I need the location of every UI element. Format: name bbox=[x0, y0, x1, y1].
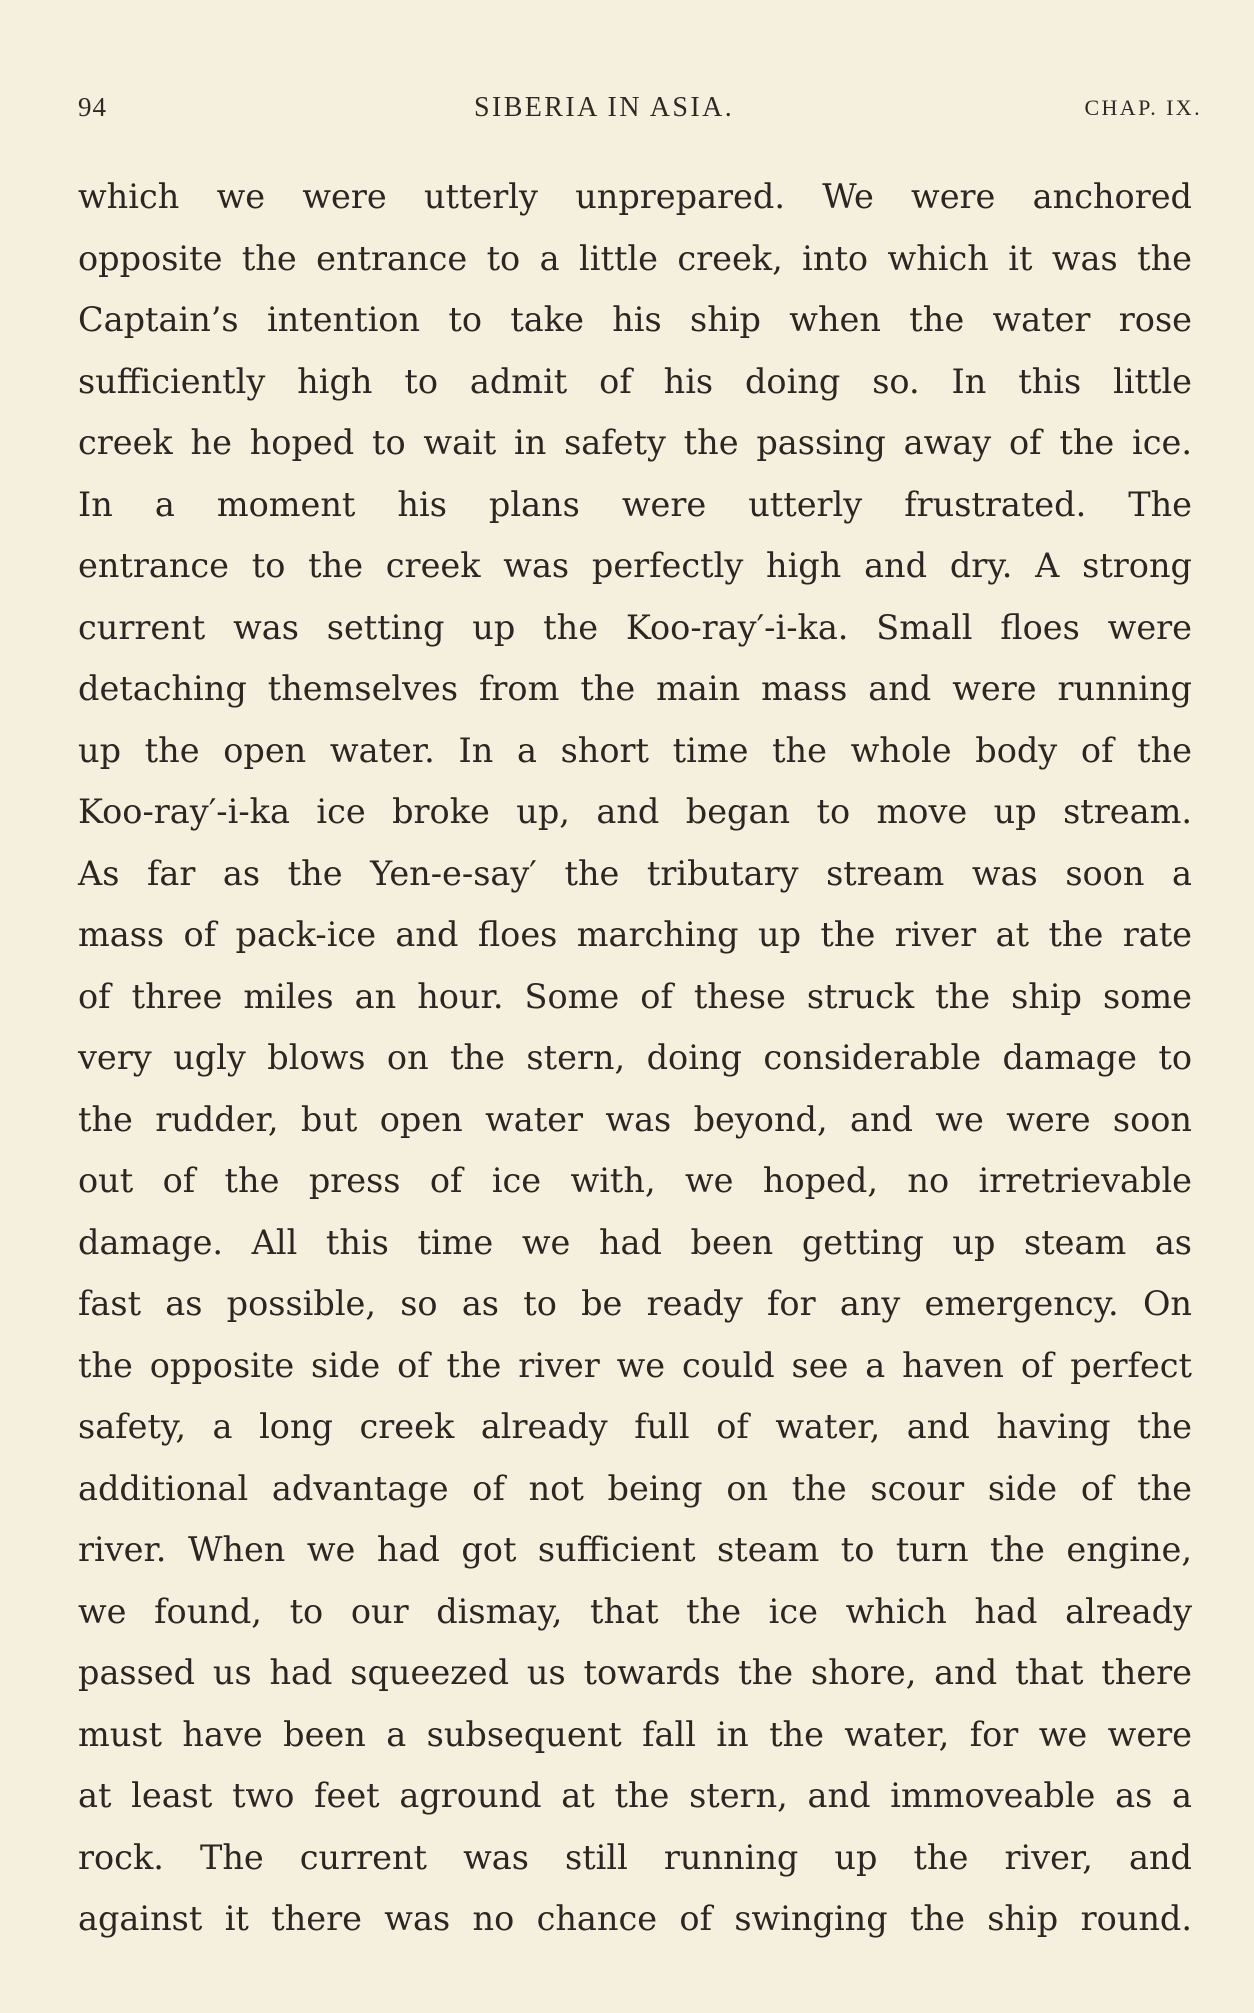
text-line: safety, a long creek already full of water, and having the bbox=[78, 1407, 1192, 1446]
text-line: creek he hoped to wait in safety the passing away of the ice. bbox=[78, 423, 1192, 462]
text-line: up the open water. In a short time the whole body of the bbox=[78, 730, 1192, 770]
text-line: must have been a subsequent fall in the water, for we were bbox=[78, 1714, 1192, 1754]
text-line: the opposite side of the river we could see a haven of perfect bbox=[78, 1345, 1192, 1385]
text-line: rock. The current was still running up the river, and bbox=[78, 1837, 1192, 1877]
text-line: very ugly blows on the stern, doing considerable damage to bbox=[78, 1038, 1192, 1077]
running-title: SIBERIA IN ASIA. bbox=[474, 92, 735, 123]
text-line: out of the press of ice with, we hoped, no irretrievable bbox=[78, 1161, 1192, 1200]
body-text bbox=[78, 166, 1192, 1950]
text-line: current was setting up the Koo-ray′-i-ka. Small floes were bbox=[78, 607, 1192, 647]
text-line: passed us had squeezed us towards the shore, and that there bbox=[78, 1653, 1192, 1692]
text-line: Captain’s intention to take his ship when the water rose bbox=[78, 300, 1192, 339]
text-line: In a moment his plans were utterly frustrated. The bbox=[78, 484, 1192, 524]
text-line: river. When we had got sufficient steam to turn the engine, bbox=[78, 1530, 1192, 1569]
text-line: we found, to our dismay, that the ice which had already bbox=[78, 1591, 1192, 1631]
text-line: sufficiently high to admit of his doing so. In this little bbox=[78, 361, 1192, 401]
page-header bbox=[78, 92, 1202, 132]
text-line: detaching themselves from the main mass and were running bbox=[78, 669, 1192, 708]
text-line: opposite the entrance to a little creek, into which it was the bbox=[78, 238, 1192, 278]
text-line: against it there was no chance of swinging the ship round. bbox=[78, 1899, 1192, 1938]
chapter-label: CHAP. IX. bbox=[1084, 95, 1202, 120]
text-line: entrance to the creek was perfectly high and dry. A strong bbox=[78, 546, 1192, 585]
text-line: at least two feet aground at the stern, and immoveable as a bbox=[78, 1776, 1192, 1815]
text-line: damage. All this time we had been getting up steam as bbox=[78, 1222, 1192, 1262]
text-line: As far as the Yen-e-say′ the tributary stream was soon a bbox=[78, 853, 1192, 893]
text-line: which we were utterly unprepared. We were anchored bbox=[78, 177, 1192, 216]
text-line: mass of pack-ice and floes marching up the river at the rate bbox=[78, 915, 1192, 954]
text-line: fast as possible, so as to be ready for any emergency. On bbox=[78, 1284, 1192, 1323]
text-line: Koo-ray′-i-ka ice broke up, and began to move up stream. bbox=[78, 792, 1192, 831]
text-line: of three miles an hour. Some of these struck the ship some bbox=[78, 976, 1192, 1016]
text-line: additional advantage of not being on the scour side of the bbox=[78, 1468, 1192, 1508]
page-number: 94 bbox=[78, 92, 107, 122]
text-line: the rudder, but open water was beyond, and we were soon bbox=[78, 1099, 1192, 1139]
